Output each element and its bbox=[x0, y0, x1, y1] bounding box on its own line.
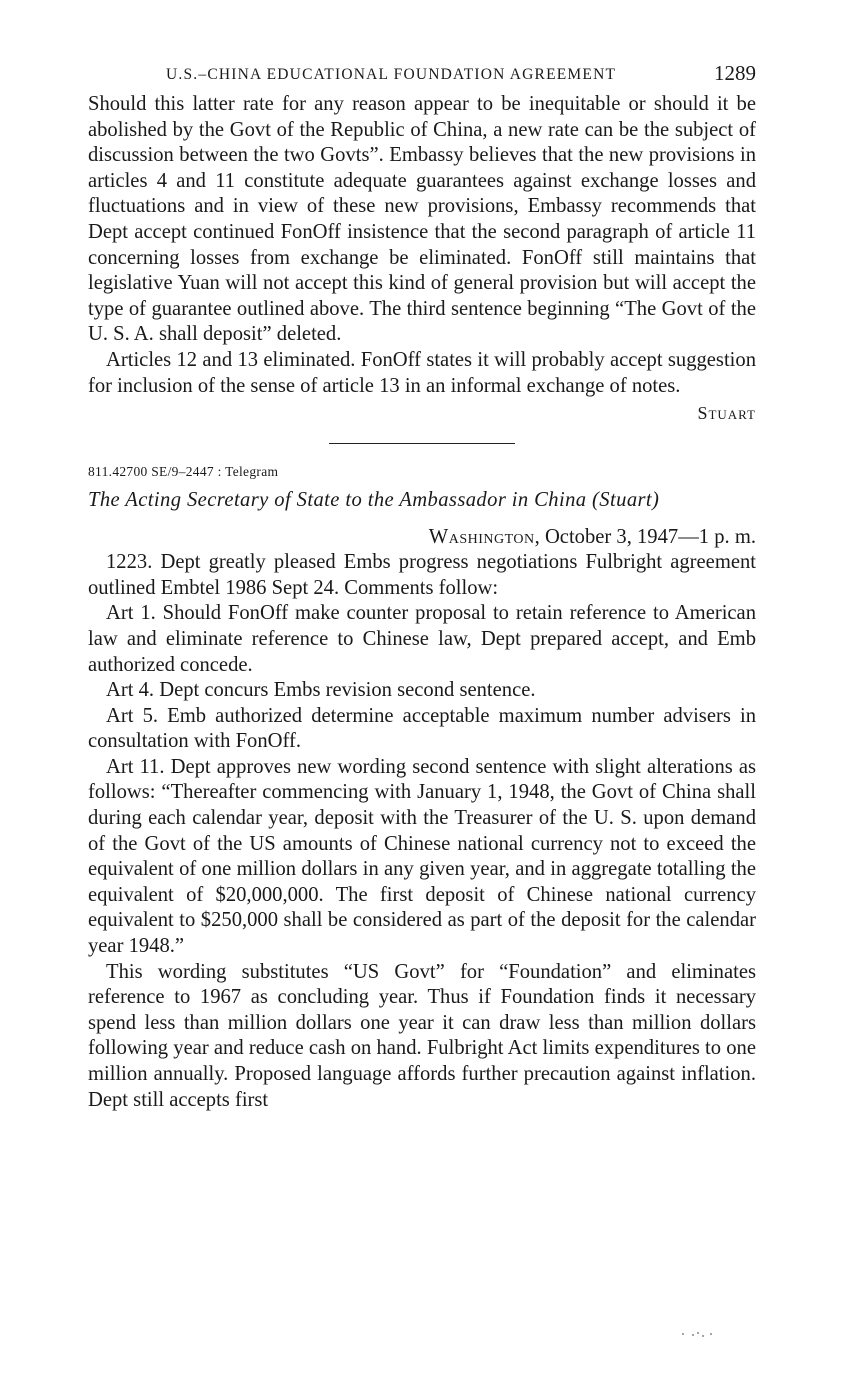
dateline-place: Washington bbox=[428, 526, 535, 549]
body-paragraph: 1223. Dept greatly pleased Embs progress negotiations Fulbright agreement outlined Embtel 1986 Sept 24. Comments follow: bbox=[88, 551, 756, 599]
dateline bbox=[88, 524, 756, 550]
body-paragraph: Art 4. Dept concurs Embs revision second sentence. bbox=[106, 679, 536, 702]
running-header bbox=[88, 60, 756, 90]
signature: Stuart bbox=[697, 403, 756, 424]
body-paragraph: Should this latter rate for any reason appear to be inequitable or should it be abolished by the Govt of the Republic of China, a new rate can be the subject of discussion between the two Govts”. Embassy believes that the new provisions in articles 4 and 11 constitute adequate guarantees against exchange losses and fluctuations and in view of these new provisions, Embassy recommends that Dept accept continued FonOff insistence that the second paragraph of article 11 concerning losses from exchange be eliminated. FonOff still maintains that legislative Yuan will not accept this kind of general provision but will accept the type of guarantee outlined above. The third sentence beginning “The Govt of the U. S. A. shall deposit” deleted. bbox=[88, 93, 756, 346]
running-title: U.S.–CHINA EDUCATIONAL FOUNDATION AGREEMENT bbox=[166, 66, 617, 83]
dateline-date: , October 3, 1947—1 p. m. bbox=[534, 526, 756, 549]
scan-speck-mark bbox=[680, 1330, 720, 1338]
document-page bbox=[88, 60, 756, 1113]
previous-document-body bbox=[88, 92, 756, 429]
telegram-body bbox=[88, 550, 756, 1113]
body-paragraph: Art 1. Should FonOff make counter proposal to retain reference to American law and eliminate reference to Chinese law, Dept prepared accept, and Emb authorized concede. bbox=[88, 602, 756, 676]
document-heading: The Acting Secretary of State to the Ambassador in China (Stuart) bbox=[88, 489, 660, 512]
body-paragraph: This wording substitutes “US Govt” for “Foundation” and eliminates reference to 1967 as concluding year. Thus if Foundation finds it necessary spend less than million dollars one year it can draw less than million dollars following year and reduce cash on hand. Fulbright Act limits expenditures to one million annually. Proposed language affords further precaution against inflation. Dept still accepts first bbox=[88, 960, 756, 1111]
body-paragraph: Articles 12 and 13 eliminated. FonOff states it will probably accept suggestion for inclusion of the sense of article 13 in an informal exchange of notes. bbox=[88, 348, 756, 397]
section-divider bbox=[329, 443, 515, 444]
body-paragraph: Art 5. Emb authorized determine acceptable maximum number advisers in consultation with FonOff. bbox=[88, 704, 756, 753]
page-number: 1289 bbox=[714, 61, 756, 85]
body-paragraph: Art 11. Dept approves new wording second sentence with slight alterations as follows: “Thereafter commencing with January 1, 1948, the Govt of China shall during each calendar year, deposit with the Treasurer of the U. S. upon demand of the Govt of the US amounts of Chinese national currency not to exceed the equivalent of one million dollars in any given year, and in aggregate totalling the equivalent of $20,000,000. The first deposit of Chinese national currency equivalent to $250,000 shall be considered as part of the deposit for the calendar year 1948.” bbox=[88, 755, 756, 958]
file-reference: 811.42700 SE/9–2447 : Telegram bbox=[88, 464, 279, 480]
